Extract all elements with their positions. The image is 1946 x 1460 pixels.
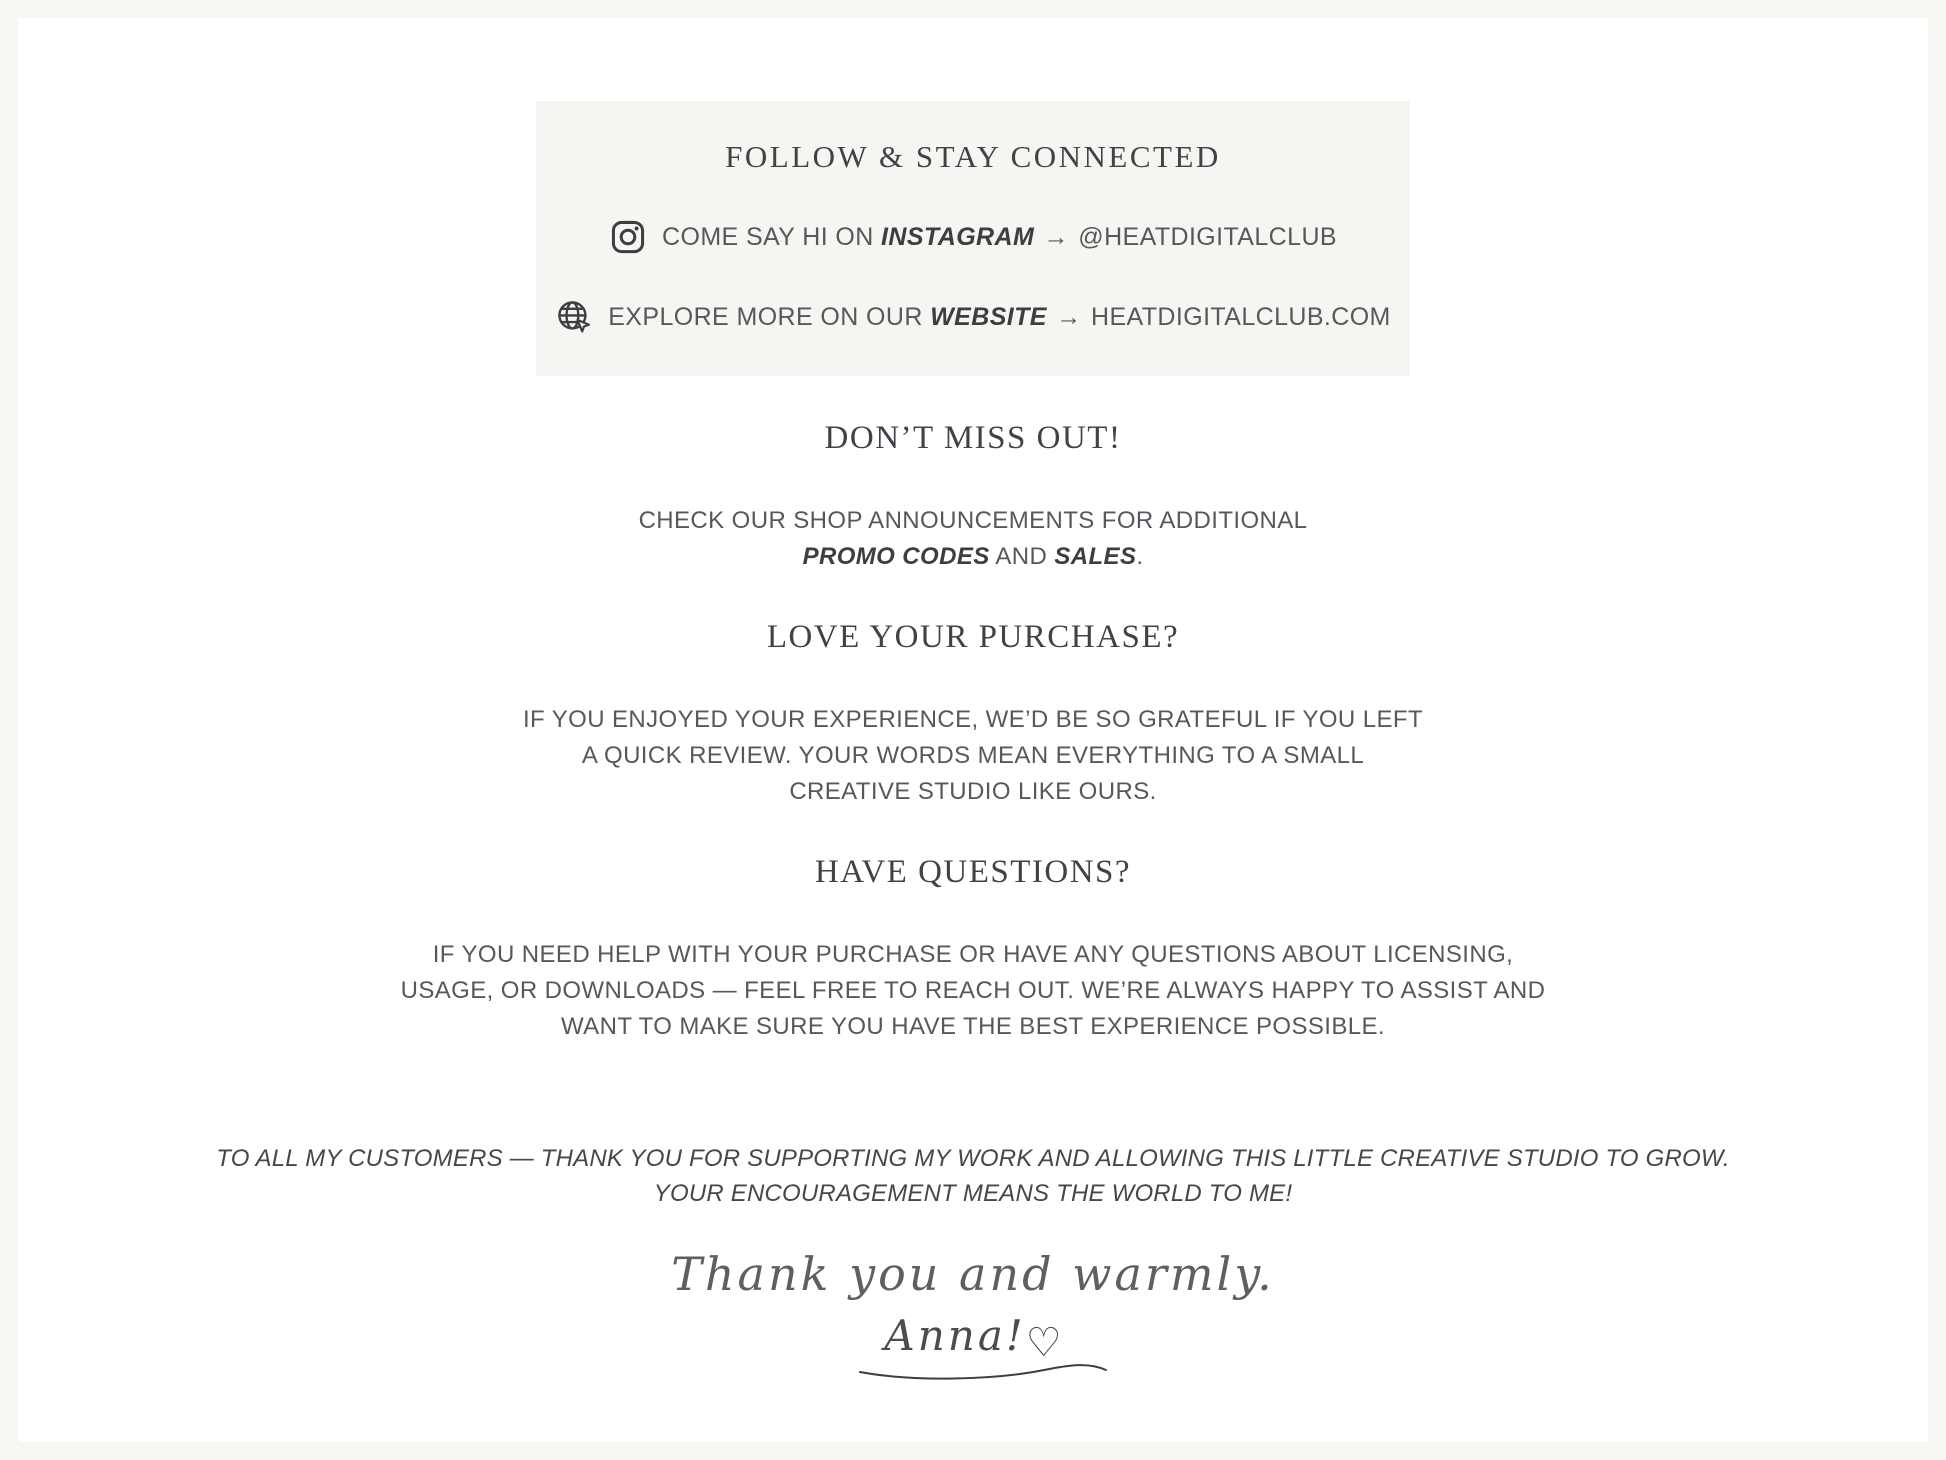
have-questions-paragraph	[18, 937, 1928, 1045]
paragraph-text: .	[1136, 543, 1144, 570]
instagram-icon	[609, 218, 647, 256]
heart-icon: ♡	[1025, 1321, 1062, 1365]
promo-codes-highlight: PROMO CODES	[802, 543, 990, 570]
paragraph-line	[18, 539, 1928, 575]
have-questions-heading: HAVE QUESTIONS?	[814, 854, 1132, 890]
website-text	[608, 303, 1391, 332]
signature-name-row	[18, 1301, 1928, 1366]
website-prefix: EXPLORE MORE ON OUR	[608, 302, 923, 331]
website-highlight: WEBSITE	[930, 302, 1047, 331]
sales-highlight: SALES	[1054, 543, 1137, 570]
globe-cursor-icon	[555, 298, 593, 336]
arrow-right-glyph: →	[1056, 302, 1082, 331]
thanks-note	[18, 1141, 1928, 1211]
paragraph-text: AND	[989, 543, 1055, 570]
flourish-underline	[854, 1354, 1114, 1384]
website-url[interactable]: HEATDIGITALCLUB.COM	[1091, 302, 1391, 331]
website-row	[536, 298, 1410, 336]
instagram-highlight: INSTAGRAM	[881, 222, 1035, 251]
connect-box	[536, 101, 1410, 376]
love-purchase-heading: LOVE YOUR PURCHASE?	[766, 619, 1180, 655]
paragraph-line: USAGE, OR DOWNLOADS — FEEL FREE TO REACH OUT. WE’RE ALWAYS HAPPY TO ASSIST AND	[400, 977, 1546, 1004]
instagram-prefix: COME SAY HI ON	[662, 222, 874, 251]
thank-you-card	[18, 18, 1928, 1442]
paragraph-line: WANT TO MAKE SURE YOU HAVE THE BEST EXPERIENCE POSSIBLE.	[561, 1013, 1385, 1040]
paragraph-line: IF YOU NEED HELP WITH YOUR PURCHASE OR HAVE ANY QUESTIONS ABOUT LICENSING,	[432, 941, 1514, 968]
connect-title: FOLLOW & STAY CONNECTED	[725, 139, 1221, 174]
thanks-line: TO ALL MY CUSTOMERS — THANK YOU FOR SUPPORTING MY WORK AND ALLOWING THIS LITTLE CREATIVE STUDIO TO GROW.	[216, 1145, 1730, 1172]
dont-miss-heading: DON’T MISS OUT!	[824, 420, 1122, 456]
signature-name-wrap	[884, 1311, 1061, 1366]
arrow-right-glyph: →	[1043, 222, 1069, 251]
signature-closing: Thank you and warmly.	[671, 1247, 1275, 1301]
instagram-text	[662, 223, 1337, 252]
paragraph-line: CHECK OUR SHOP ANNOUNCEMENTS FOR ADDITIONAL	[638, 507, 1308, 534]
dont-miss-paragraph	[18, 503, 1928, 575]
paragraph-line: IF YOU ENJOYED YOUR EXPERIENCE, WE’D BE SO GRATEFUL IF YOU LEFT	[522, 706, 1424, 733]
instagram-row	[536, 218, 1410, 256]
thanks-line: YOUR ENCOURAGEMENT MEANS THE WORLD TO ME!	[653, 1180, 1293, 1207]
paragraph-line: CREATIVE STUDIO LIKE OURS.	[789, 778, 1157, 805]
paragraph-line: A QUICK REVIEW. YOUR WORDS MEAN EVERYTHING TO A SMALL	[581, 742, 1365, 769]
instagram-handle[interactable]: @HEATDIGITALCLUB	[1078, 222, 1337, 251]
signature-name: Anna!	[884, 1311, 1026, 1360]
love-purchase-paragraph	[18, 702, 1928, 810]
